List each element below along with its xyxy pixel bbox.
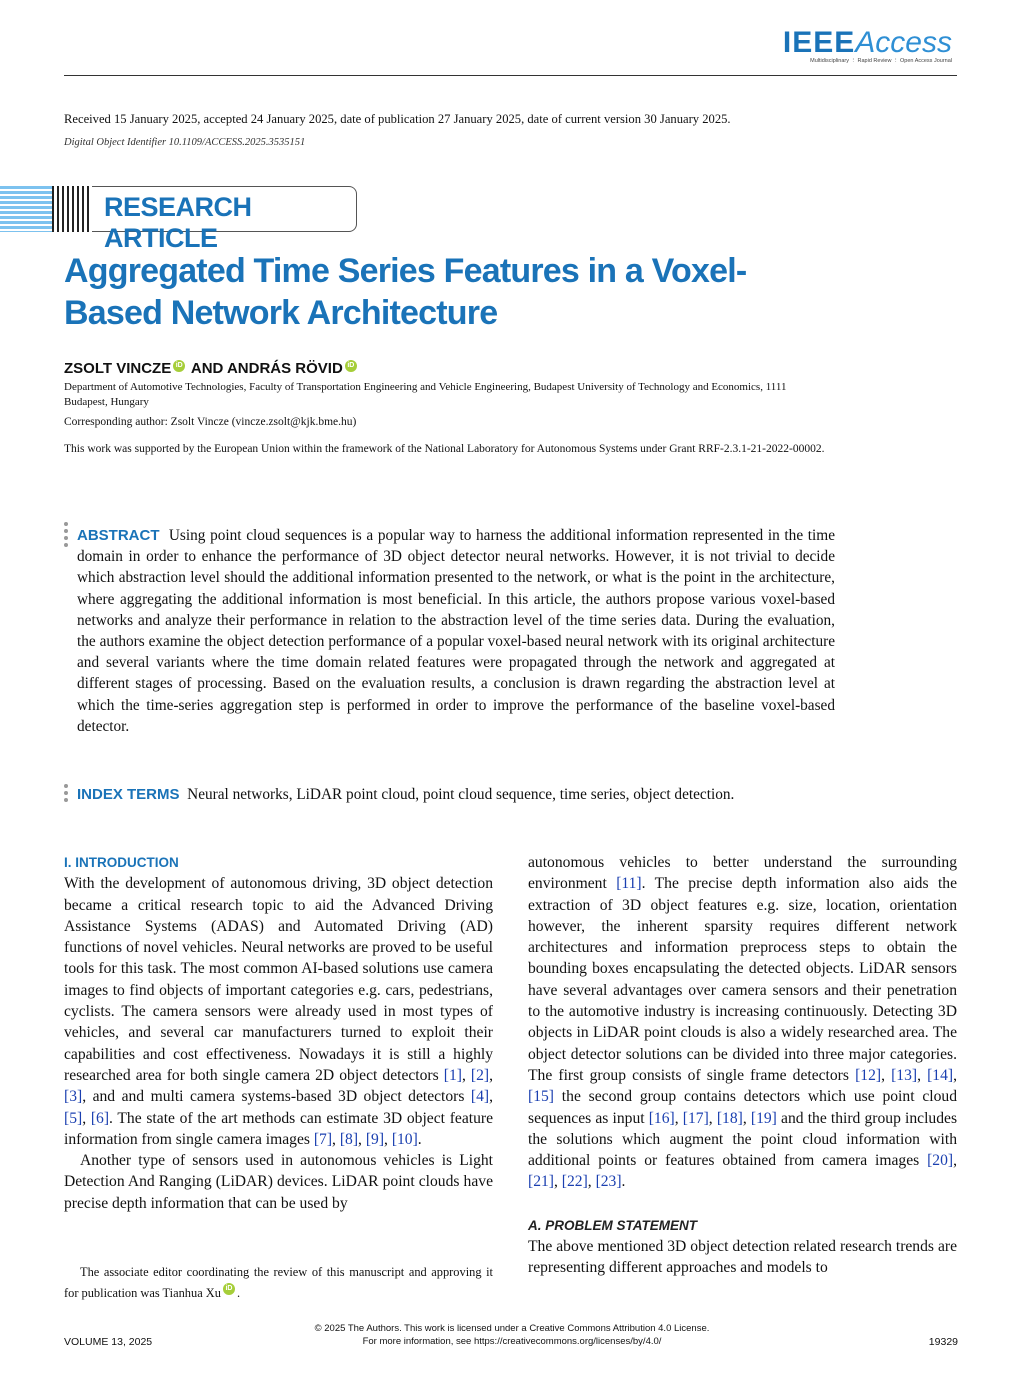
problem-statement-heading: A. PROBLEM STATEMENT — [528, 1217, 697, 1233]
citation-link[interactable]: [4] — [470, 1088, 490, 1106]
banner-label: RESEARCH ARTICLE — [104, 192, 252, 253]
editor-footnote: The associate editor coordinating the review of this manuscript and approving it for publication was Tianhua Xu iD . — [64, 1265, 493, 1300]
affiliation: Department of Automotive Technologies, Faculty of Transportation Engineering and Vehicle Engineering, Budapest University of Technology and Economics, 1111 Budapest, Hungary — [64, 381, 787, 408]
citation-link[interactable]: [11] — [616, 875, 642, 893]
citation-link[interactable]: [9] — [365, 1130, 385, 1148]
doi: Digital Object Identifier 10.1109/ACCESS.2025.3535151 — [64, 137, 306, 148]
index-terms-text: Neural networks, LiDAR point cloud, point cloud sequence, time series, object detection. — [187, 786, 735, 803]
orcid-icon[interactable]: iD — [173, 360, 185, 372]
problem-statement-text: The above mentioned 3D object detection related research trends are representing different approaches and models to — [528, 1238, 957, 1277]
intro-paragraph-2: Another type of sensors used in autonomous vehicles is Light Detection And Ranging (LiDAR) devices. LiDAR point clouds have precise depth information that can be used by — [64, 1152, 493, 1212]
citation-link[interactable]: [3] — [64, 1088, 83, 1106]
citation-link[interactable]: [18] — [716, 1109, 743, 1127]
authors — [64, 360, 359, 377]
intro-paragraph-1: With the development of autonomous driving, 3D object detection became a critical research topic to aid the Advanced Driving Assistance Systems (ADAS) and Automated Driving (AD) functions of novel vehicles. Neural networks are proved to be useful tools for this task. The most common AI-based solutions use camera images to find objects of important categories e.g. cars, pedestrians, cyclists. The camera sensors were already used in most types of vehicles, and several car manufacturers turned to exploit their capabilities and cost effectiveness. Nowadays it is still a highly researched area for both single camera 2D object detectors [1], [2], [3], and and multi camera systems-based 3D object detectors [4], [5], [6]. The state of the art methods can estimate 3D object feature information from single camera images [7], [8], [9], [10]. — [64, 875, 493, 1148]
citation-link[interactable]: [1] — [443, 1066, 462, 1084]
citation-link[interactable]: [13] — [891, 1066, 918, 1084]
citation-link[interactable]: [19] — [750, 1109, 777, 1127]
intro-paragraph-2-continued: autonomous vehicles to better understand the surrounding environment [11]. The precise depth information also aids the extraction of 3D object features e.g. size, location, orientation however, the inherent sparsity requires different network architectures and information preprocess steps to obtain the bounding boxes encapsulating the detected objects. LiDAR sensors have several advantages over camera sensors and their penetration to the automotive industry is increasing continuously. Detecting 3D objects in LiDAR point clouds is also a widely researched area. The object detector solutions can be divided into three major categories. The first group consists of single frame detectors [12], [13], [14], [15] the second group contains detectors which use point cloud sequences as input [16], [17], [18], [19] and the third group includes the solutions which augment the point cloud information with additional points or features obtained from camera images [20], [21], [22], [23]. — [528, 854, 958, 1191]
citation-link[interactable]: [2] — [470, 1066, 490, 1084]
funding-note: This work was supported by the European Union within the framework of the National Laboratory for Autonomous Systems under Grant RRF-2.3.1-21-2022-00002. — [64, 443, 825, 455]
header-rule — [64, 75, 957, 76]
citation-link[interactable]: [16] — [648, 1109, 675, 1127]
left-column — [64, 852, 493, 1214]
logo-tagline: Multidisciplinary ⋮ Rapid Review ⋮ Open Access Journal — [810, 58, 952, 64]
license-line-1: © 2025 The Authors. This work is licensed under a Creative Commons Attribution 4.0 License. — [314, 1323, 710, 1334]
logo-access-text: Access — [855, 26, 952, 59]
license-line-2[interactable]: For more information, see https://creativecommons.org/licenses/by/4.0/ — [362, 1336, 662, 1347]
citation-link[interactable]: [6] — [90, 1109, 110, 1127]
orcid-icon[interactable]: iD — [345, 360, 357, 372]
citation-link[interactable]: [15] — [528, 1088, 554, 1106]
index-terms — [77, 786, 847, 804]
orcid-icon[interactable]: iD — [223, 1283, 235, 1295]
citation-link[interactable]: [20] — [927, 1152, 954, 1170]
banner-bars — [52, 186, 92, 232]
received-dates: Received 15 January 2025, accepted 24 January 2025, date of publication 27 January 2025, date of current version 30 January 2025. — [64, 112, 731, 126]
intro-heading: I. INTRODUCTION — [64, 855, 179, 870]
abstract-dots — [64, 522, 68, 550]
citation-link[interactable]: [21] — [528, 1173, 554, 1191]
research-article-banner — [0, 186, 360, 253]
citation-link[interactable]: [10] — [391, 1130, 418, 1148]
banner-stripes — [0, 186, 52, 232]
citation-link[interactable]: [12] — [855, 1066, 882, 1084]
index-terms-dots — [64, 784, 68, 805]
abstract — [77, 525, 835, 737]
index-terms-heading: INDEX TERMS — [77, 786, 180, 803]
citation-link[interactable]: [14] — [927, 1066, 954, 1084]
citation-link[interactable]: [7] — [313, 1130, 333, 1148]
page-number: 19329 — [928, 1336, 958, 1348]
corresponding-author: Corresponding author: Zsolt Vincze (vincze.zsolt@kjk.bme.hu) — [64, 416, 357, 428]
citation-link[interactable]: [8] — [339, 1130, 359, 1148]
ieee-access-logo — [783, 26, 952, 64]
license-notice — [0, 1322, 1024, 1348]
citation-link[interactable]: [5] — [64, 1109, 83, 1127]
paper-title: Aggregated Time Series Features in a Voxel-Based Network Architecture — [64, 252, 747, 332]
author-2: AND ANDRÁS RÖVID — [190, 360, 343, 377]
citation-link[interactable]: [23] — [595, 1173, 622, 1191]
right-column — [528, 852, 957, 1279]
abstract-heading: ABSTRACT — [77, 527, 160, 544]
citation-link[interactable]: [22] — [561, 1173, 588, 1191]
abstract-text: Using point cloud sequences is a popular way to harness the additional information represented in the time domain in order to enhance the performance of 3D object detector neural networks. However, it is not trivial to decide which abstraction level should the additional information presented to the network, or what is the point in the architecture, where aggregating the additional information is most beneficial. In this article, the authors propose various voxel-based networks and analyze their performance in relation to the abstraction level of the time series data. During the evaluation, the authors examine the object detection performance of a popular voxel-based neural network with its original architecture and several variants where the time domain related features were propagated through the network and aggregated at different stages of processing. Based on the evaluation results, a conclusion is drawn regarding the abstraction level at which the time-series aggregation step is performed in order to improve the performance of the baseline voxel-based detector. — [77, 527, 835, 735]
author-1: ZSOLT VINCZE — [64, 360, 172, 377]
volume-label: VOLUME 13, 2025 — [64, 1336, 153, 1348]
citation-link[interactable]: [17] — [682, 1109, 709, 1127]
logo-ieee-text: IEEE — [782, 26, 856, 59]
